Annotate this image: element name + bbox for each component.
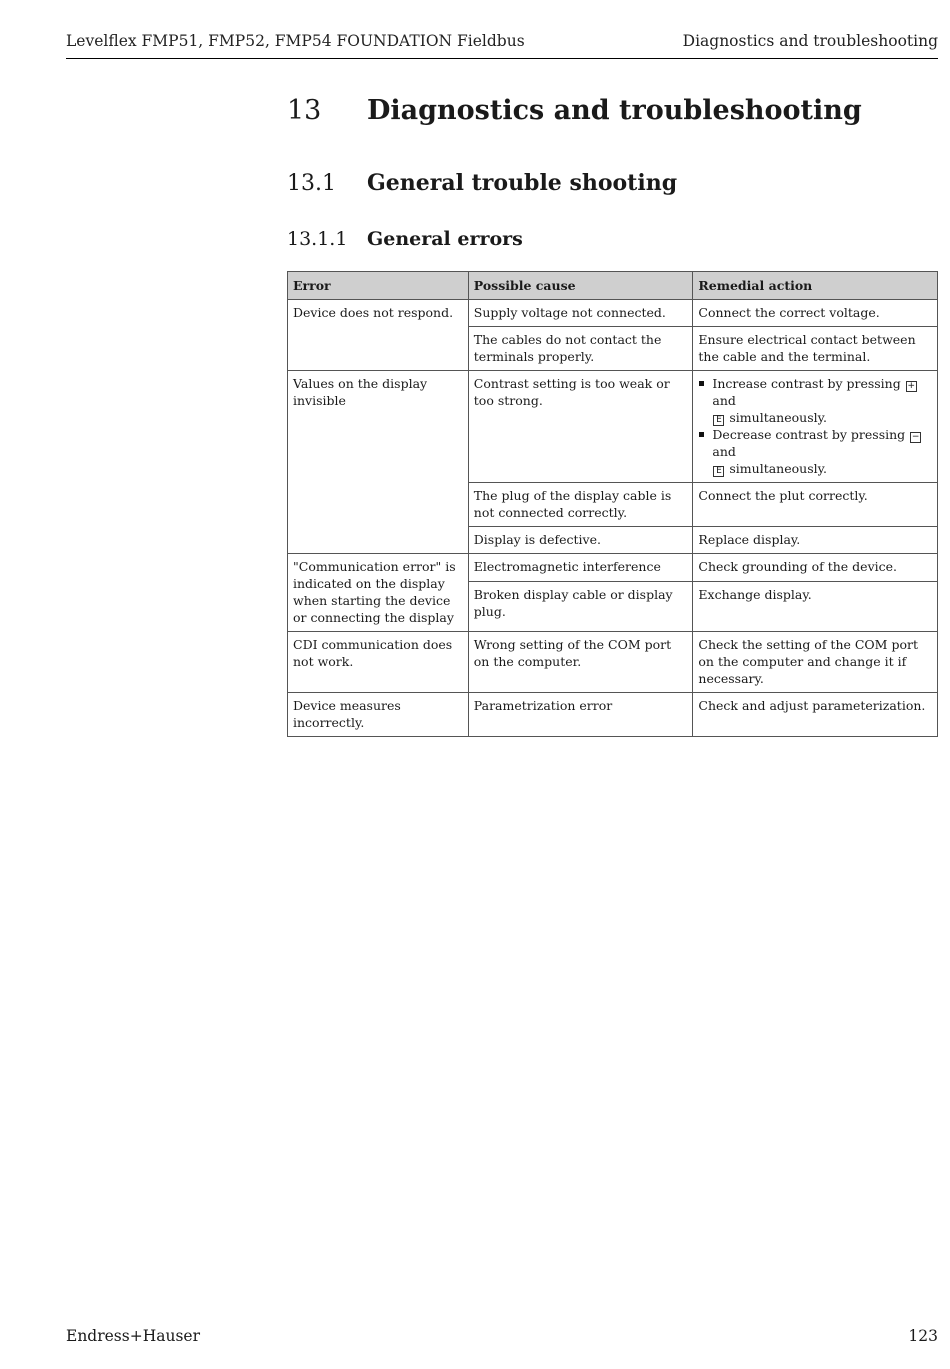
header-document-title: Levelflex FMP51, FMP52, FMP54 FOUNDATION Fieldbus bbox=[66, 32, 525, 50]
table-row bbox=[288, 693, 938, 737]
bullet-text: simultaneously. bbox=[729, 410, 827, 425]
error-cell: Values on the display invisible bbox=[288, 371, 469, 554]
list-item bbox=[698, 375, 932, 426]
action-bullet-list bbox=[698, 375, 932, 477]
minus-key-icon: − bbox=[911, 432, 920, 442]
table-row bbox=[288, 371, 938, 483]
cause-cell: Wrong setting of the COM port on the computer. bbox=[468, 632, 693, 693]
action-cell: Connect the plut correctly. bbox=[693, 483, 938, 527]
header-remedial-action: Remedial action bbox=[693, 272, 938, 300]
table-row bbox=[288, 632, 938, 693]
section-number: 13 bbox=[287, 95, 322, 126]
action-cell: Ensure electrical contact between the cable and the terminal. bbox=[693, 327, 938, 371]
subsubsection-title: General errors bbox=[367, 228, 523, 250]
enter-key-icon: E bbox=[713, 466, 724, 477]
action-cell: Check the setting of the COM port on the computer and change it if necessary. bbox=[693, 632, 938, 693]
cause-cell: Contrast setting is too weak or too strong. bbox=[468, 371, 693, 483]
action-cell: Exchange display. bbox=[693, 582, 938, 632]
cause-cell: Broken display cable or display plug. bbox=[468, 582, 693, 632]
general-errors-table bbox=[287, 271, 938, 737]
error-cell: "Communication error" is indicated on the display when starting the device or connecting the display bbox=[288, 554, 469, 632]
action-cell bbox=[693, 371, 938, 483]
header-possible-cause: Possible cause bbox=[468, 272, 693, 300]
subsection-number: 13.1 bbox=[287, 171, 336, 196]
action-cell: Check grounding of the device. bbox=[693, 554, 938, 582]
error-cell: Device does not respond. bbox=[288, 300, 469, 371]
footer-page-number: 123 bbox=[908, 1327, 938, 1345]
cause-cell: The plug of the display cable is not connected correctly. bbox=[468, 483, 693, 527]
subsection-title: General trouble shooting bbox=[367, 170, 678, 196]
cause-cell: Supply voltage not connected. bbox=[468, 300, 693, 327]
subsubsection-heading bbox=[287, 228, 523, 250]
subsubsection-number: 13.1.1 bbox=[287, 228, 348, 250]
bullet-text: and bbox=[712, 393, 736, 408]
enter-key-icon: E bbox=[713, 415, 724, 426]
header-error: Error bbox=[288, 272, 469, 300]
section-heading bbox=[287, 95, 862, 126]
footer-brand: Endress+Hauser bbox=[66, 1327, 200, 1345]
cause-cell: Parametrization error bbox=[468, 693, 693, 737]
header-chapter-title: Diagnostics and troubleshooting bbox=[682, 32, 938, 50]
action-cell: Connect the correct voltage. bbox=[693, 300, 938, 327]
plus-key-icon: + bbox=[907, 381, 915, 391]
subsection-heading bbox=[287, 170, 677, 196]
action-cell: Check and adjust parameterization. bbox=[693, 693, 938, 737]
list-item bbox=[698, 426, 932, 477]
table-row bbox=[288, 300, 938, 327]
table-header-row bbox=[288, 272, 938, 300]
cause-cell: The cables do not contact the terminals properly. bbox=[468, 327, 693, 371]
action-cell: Replace display. bbox=[693, 527, 938, 554]
error-cell: CDI communication does not work. bbox=[288, 632, 469, 693]
cause-cell: Display is defective. bbox=[468, 527, 693, 554]
cause-cell: Electromagnetic interference bbox=[468, 554, 693, 582]
page-header bbox=[66, 30, 938, 59]
bullet-text: simultaneously. bbox=[729, 461, 827, 476]
bullet-text: and bbox=[712, 444, 736, 459]
bullet-text: Decrease contrast by pressing bbox=[712, 427, 906, 442]
error-cell: Device measures incorrectly. bbox=[288, 693, 469, 737]
section-title: Diagnostics and troubleshooting bbox=[367, 95, 862, 126]
bullet-text: Increase contrast by pressing bbox=[712, 376, 901, 391]
table-row bbox=[288, 554, 938, 582]
